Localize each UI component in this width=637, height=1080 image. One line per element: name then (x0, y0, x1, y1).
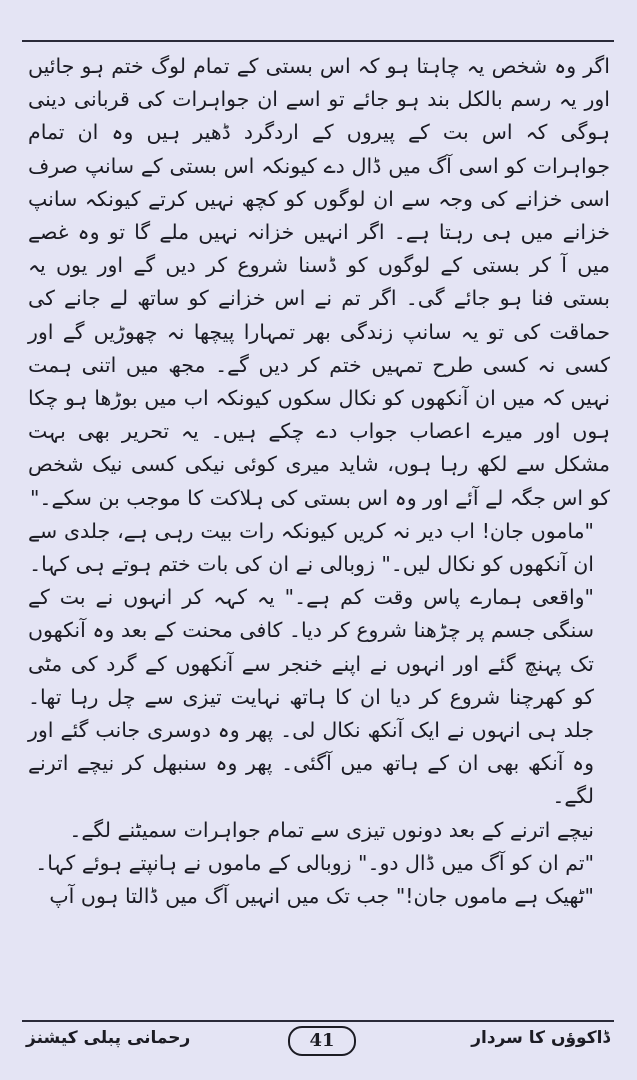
book-title: ڈاکوؤں کا سردار (471, 1028, 610, 1048)
paragraph-6: "ٹھیک ہے ماموں جان!" جب تک میں انہیں آگ میں ڈالتا ہوں آپ (49, 884, 594, 909)
publisher-name: رحمانی پبلی کیشنز (26, 1028, 191, 1048)
paragraph-5: "تم ان کو آگ میں ڈال دو۔" زوبالی کے ماموں نے ہانپتے ہوئے کہا۔ (35, 850, 594, 875)
paragraph-1: اگر وہ شخص یہ چاہتا ہو کہ اس بستی کے تمام لوگ ختم ہو جائیں اور یہ رسم بالکل بند ہو جائے تو اسے ان جواہرات کی قربانی دینی ہوگی کہ اس بت کے پیروں کے اردگرد ڈھیر ہیں وہ ان تمام جواہرات کو اسی آگ میں ڈال دے کیونکہ اس بستی کے سانپ صرف اسی خزانے کی وجہ سے ان لوگوں کو کچھ نہیں کرتے کیونکہ سانپ خزانے میں ہی رہتا ہے۔ اگر انہیں خزانہ نہیں ملے گا تو وہ غصے میں آ کر بستی کے لوگوں کو ڈسنا شروع کر دیں گے اور یوں یہ بستی فنا ہو جائے گی۔ اگر تم نے اس خزانے کو ساتھ لے جانے کی حماقت کی تو یہ سانپ زندگی بھر تمہارا پیچھا نہ چھوڑیں گے اور کسی نہ کسی طرح تمہیں ختم کر دیں گے۔ مجھ میں اتنی ہمت نہیں کہ میں ان آنکھوں کو نکال سکوں کیونکہ اب میں بوڑھا ہو چکا ہوں اور میرے اعصاب جواب دے چکے ہیں۔ یہ تحریر بھی بہت مشکل سے لکھ رہا ہوں، شاید میری کوئی نیکی کسی نیک شخص کو اس جگہ لے آئے اور وہ اس بستی کی ہلاکت کا موجب بن سکے۔" (28, 54, 610, 510)
bottom-divider (22, 1020, 614, 1022)
paragraph-4: نیچے اترنے کے بعد دونوں تیزی سے تمام جواہرات سمیٹنے لگے۔ (69, 817, 594, 842)
page-number: 41 (288, 1026, 356, 1056)
page-footer (22, 1026, 614, 1060)
paragraph-2: "ماموں جان! اب دیر نہ کریں کیونکہ رات بیت رہی ہے، جلدی سے ان آنکھوں کو نکال لیں۔" زوبالی نے ان کی بات ختم ہوتے ہی کہا۔ (28, 518, 594, 577)
paragraph-3: "واقعی ہمارے پاس وقت کم ہے۔" یہ کہہ کر انہوں نے بت کے سنگی جسم پر چڑھنا شروع کر دیا۔ کافی محنت کے بعد وہ آنکھوں تک پہنچ گئے اور انہوں نے اپنے خنجر سے آنکھوں کے گرد کی مٹی کو کھرچنا شروع کر دیا ان کا ہاتھ نہایت تیزی سے چل رہا تھا۔ جلد ہی انہوں نے ایک آنکھ نکال لی۔ پھر وہ دوسری جانب گئے اور وہ آنکھ بھی ان کے ہاتھ میں آگئی۔ پھر وہ سنبھل کر نیچے اترنے لگے۔ (28, 585, 594, 809)
top-divider (22, 40, 614, 42)
page-body (28, 50, 610, 913)
